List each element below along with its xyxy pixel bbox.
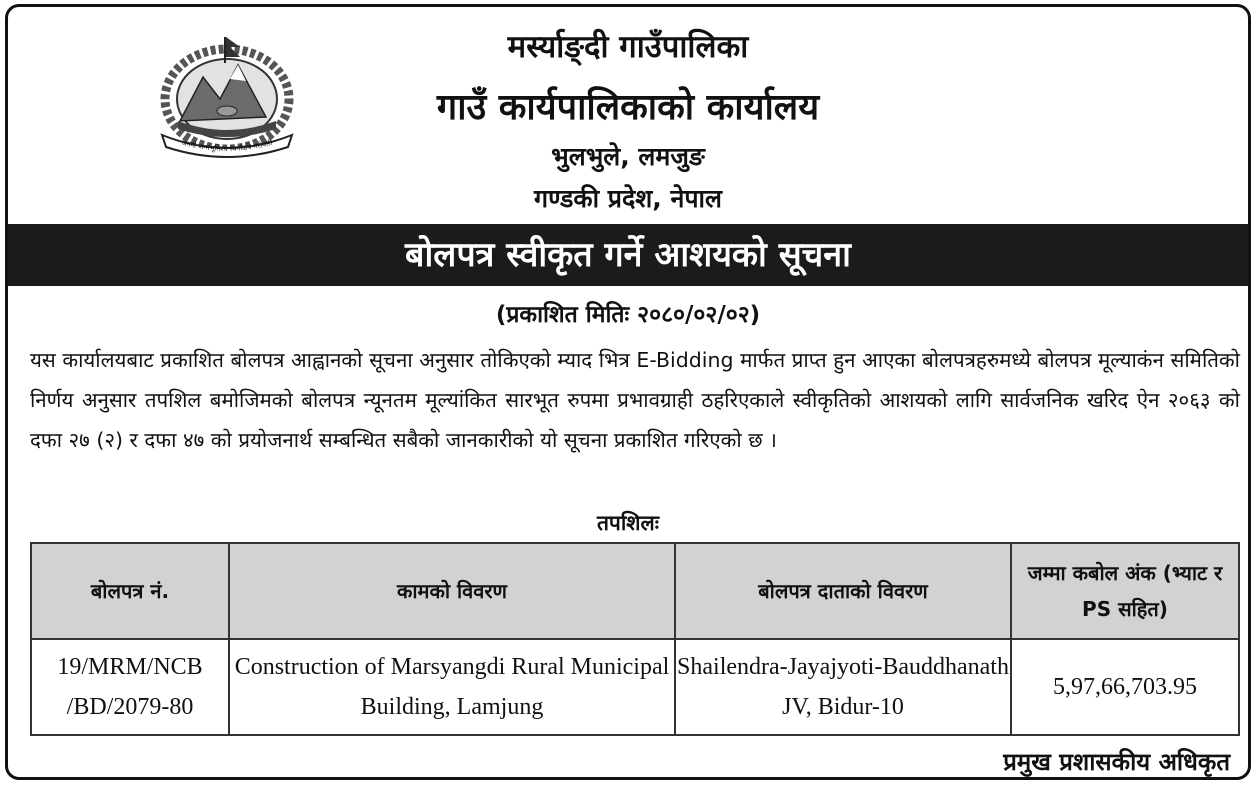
notice-body: यस कार्यालयबाट प्रकाशित बोलपत्र आह्वानको सूचना अनुसार तोकिएको म्याद भित्र E-Bidding मार्फत प्राप्त हुन आएका बोलपत्रहरुमध्ये बोलपत्र मूल्याकंन समितिको निर्णय अनुसार तपशिल बमोजिमको बोलपत्र न्यूनतम मूल्यांकित सारभूत रुपमा प्रभावग्राही ठहरिएकाले स्वीकृतिको आशयको लागि सार्वजनिक खरिद ऐन २०६३ को दफा २७ (२) र दफा ४७ को प्रयोजनार्थ सम्बन्धित सबैको जानकारीको यो सूचना प्रकाशित गरिएको छ । — [30, 348, 1240, 452]
office-address: भुलभुले, लमजुङ — [551, 142, 705, 171]
details-heading: तपशिलः — [596, 511, 660, 535]
municipality-name: मर्स्याङ्दी गाउँपालिका — [507, 29, 749, 65]
office-name: गाउँ कार्यपालिकाको कार्यालय — [436, 87, 820, 128]
col-bid-number: बोलपत्र नं. — [31, 543, 229, 639]
signatory-title: प्रमुख प्रशासकीय अधिकृत — [1003, 748, 1230, 776]
col-total-bid-amount: जम्मा कबोल अंक (भ्याट र PS सहित) — [1011, 543, 1239, 639]
published-date: (प्रकाशित मितिः २०८०/०२/०२) — [495, 302, 761, 328]
total-bid-amount: 5,97,66,703.95 — [1011, 639, 1239, 735]
table-row — [31, 639, 1239, 735]
table-header-row — [31, 543, 1239, 639]
province-name: गण्डकी प्रदेश, नेपाल — [534, 184, 722, 213]
work-description: Construction of Marsyangdi Rural Municipal Building, Lamjung — [229, 639, 675, 735]
col-work-description: कामको विवरण — [229, 543, 675, 639]
notice-frame — [5, 4, 1251, 780]
notice-title: बोलपत्र स्वीकृत गर्ने आशयको सूचना — [8, 224, 1248, 286]
bidder-details: Shailendra-Jayajyoti-Bauddhanath JV, Bidur-10 — [675, 639, 1011, 735]
col-bidder-details: बोलपत्र दाताको विवरण — [675, 543, 1011, 639]
bid-table — [30, 542, 1240, 736]
bid-number: 19/MRM/NCB /BD/2079-80 — [31, 639, 229, 735]
emblem-motto: जननी जन्मभूमिश्च स्वर्गादपि गरीयसी — [180, 138, 274, 154]
